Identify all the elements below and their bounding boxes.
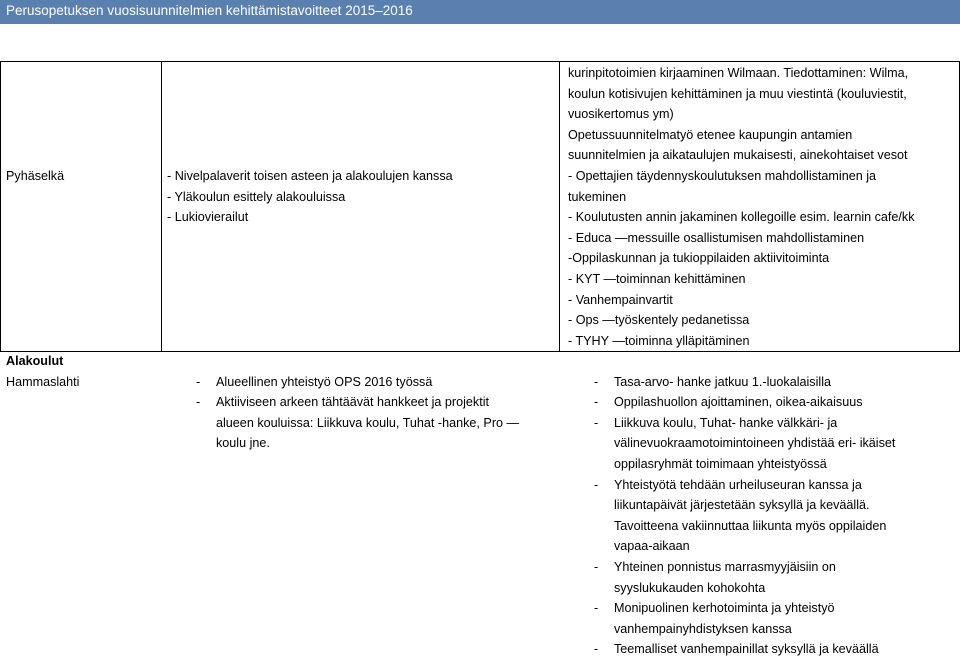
text-line: - KYT —toiminnan kehittäminen [568,272,746,286]
list-item-continuation: liikuntapäivät järjestetään syksyllä ja keväällä. [614,498,870,513]
table-left-border [0,61,1,351]
row-divider [0,351,960,352]
column-divider-2 [559,61,560,351]
column-divider-1 [161,61,162,351]
text-line: Opetussuunnitelmatyö etenee kaupungin antamien [568,127,853,142]
list-item: Alueellinen yhteistyö OPS 2016 työssä [216,374,433,389]
list-item-continuation: oppilasryhmät toimimaan yhteistyössä [614,456,827,471]
text-line: - Lukiovierailut [167,210,249,225]
text-line: - Ops —työskentely pedanetissa [568,313,750,328]
table-top-border [0,61,960,62]
text-line: tukeminen [568,189,627,204]
list-bullet: - [594,395,599,410]
text-line: suunnitelmien ja aikataulujen mukaisesti, ainekohtaiset vesot [568,148,908,163]
list-item-continuation: koulu jne. [216,436,270,451]
text-line: - Koulutusten annin jakaminen kollegoille esim. learnin cafe/kk [568,210,915,225]
list-item-continuation: vanhempainyhdistyksen kanssa [614,621,792,636]
text-line: koulun kotisivujen kehittäminen ja muu viestintä (kouluviestit, [568,86,907,101]
text-line: - Nivelpalaverit toisen asteen ja alakoulujen kanssa [167,169,453,183]
document-title: Perusopetuksen vuosisuunnitelmien kehittämistavoitteet 2015–2016 [6,3,413,18]
list-item-continuation: vapaa-aikaan [614,539,690,554]
text-line: vuosikertomus ym) [568,107,674,122]
list-item: Tasa-arvo- hanke jatkuu 1.-luokalaisilla [614,374,832,389]
text-line: - TYHY —toiminna ylläpitäminen [568,333,750,348]
list-bullet: - [196,374,201,389]
text-line: - Educa —messuille osallistumisen mahdollistaminen [568,230,865,245]
list-item: Liikkuva koulu, Tuhat- hanke välkkäri- ja [614,415,838,430]
list-bullet: - [594,559,599,574]
list-item: Yhteistyötä tehdään urheiluseuran kanssa ja [614,477,862,492]
school-name-hammaslahti: Hammaslahti [6,374,80,389]
list-item-continuation: Tavoitteena vakiinnuttaa liikunta myös oppilaiden [614,518,887,533]
section-label-alakoulut: Alakoulut [6,354,64,368]
text-line: -Oppilaskunnan ja tukioppilaiden aktiivitoiminta [568,251,830,266]
list-item-continuation: alueen kouluissa: Liikkuva koulu, Tuhat -hanke, Pro — [216,415,520,430]
text-line: - Opettajien täydennyskoulutuksen mahdollistaminen ja [568,169,877,183]
list-item-continuation: välinevuokraamotoimintoineen yhdistää eri- ikäiset [614,436,896,451]
list-bullet: - [594,374,599,389]
list-item: Aktiiviseen arkeen tähtäävät hankkeet ja projektit [216,395,490,410]
list-bullet: - [594,477,599,492]
list-bullet: - [594,415,599,430]
list-item: Oppilashuollon ajoittaminen, oikea-aikaisuus [614,395,863,410]
list-bullet: - [196,395,201,410]
list-item: Yhteinen ponnistus marrasmyyjäisiin on [614,559,836,574]
text-line: kurinpitotoimien kirjaaminen Wilmaan. Tiedottaminen: Wilma, [568,66,909,80]
list-item-continuation: syyslukukauden kohokohta [614,580,766,595]
list-bullet: - [594,642,599,657]
list-item: Teemalliset vanhempainillat syksyllä ja keväällä [614,642,879,657]
list-bullet: - [594,601,599,616]
text-line: - Yläkoulun esittely alakouluissa [167,189,346,204]
list-item: Monipuolinen kerhotoiminta ja yhteistyö [614,601,835,616]
document-header [0,0,960,24]
text-line: - Vanhempainvartit [568,292,673,307]
school-name-pyhaselka: Pyhäselkä [6,169,65,183]
